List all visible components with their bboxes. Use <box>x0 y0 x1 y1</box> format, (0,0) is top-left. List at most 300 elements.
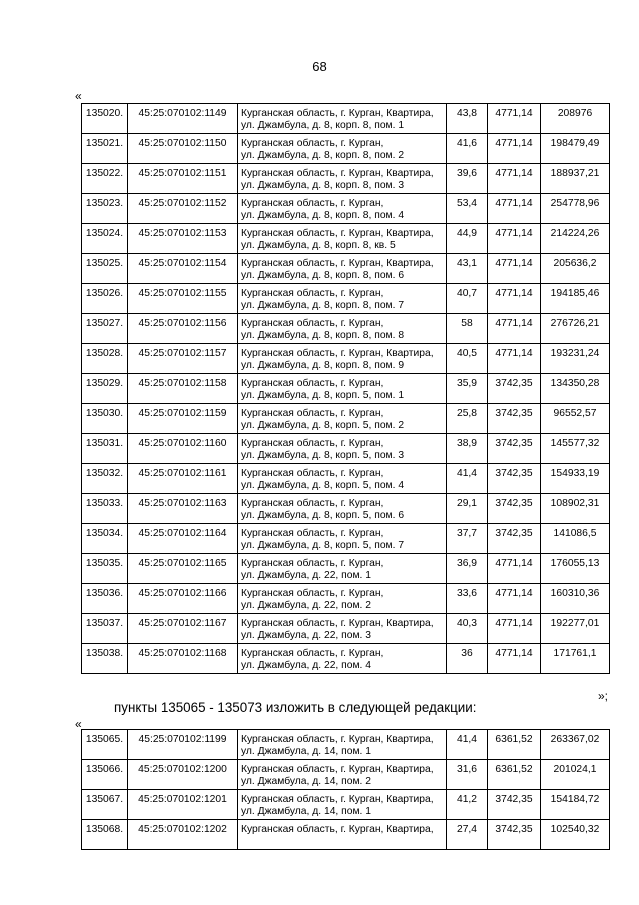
address-line-2: ул. Джамбула, д. 8, корп. 8, кв. 5 <box>241 239 396 251</box>
address-text <box>238 464 446 491</box>
area-text: 41,2 <box>456 794 478 805</box>
cadastral-number-cell <box>128 524 238 554</box>
table-row <box>82 790 610 820</box>
address-cell <box>238 374 447 404</box>
rate-text: 4771,14 <box>495 288 533 299</box>
address-cell <box>238 224 447 254</box>
cadastral-value-text: 96552,57 <box>553 408 597 419</box>
address-line-2: ул. Джамбула, д. 14, пом. 1 <box>241 805 371 817</box>
area-text: 40,7 <box>456 288 478 299</box>
cadastral-number-text: 45:25:070102:1159 <box>138 408 227 419</box>
address-text <box>238 614 446 641</box>
area-text: 29,1 <box>456 498 478 509</box>
address-cell <box>238 164 447 194</box>
address-line-2: ул. Джамбула, д. 8, корп. 5, пом. 6 <box>241 509 405 521</box>
cadastral-value-text: 205636,2 <box>553 258 597 269</box>
table-row <box>82 254 610 284</box>
table-row <box>82 820 610 850</box>
register-table-2 <box>81 729 610 850</box>
item-number-cell <box>82 404 128 434</box>
cadastral-number-cell <box>128 554 238 584</box>
opening-quote-mark: « <box>75 89 82 103</box>
rate-cell <box>488 554 541 584</box>
cadastral-number-text: 45:25:070102:1201 <box>138 794 227 805</box>
cadastral-number-text: 45:25:070102:1149 <box>138 108 227 119</box>
area-text: 43,8 <box>456 108 478 119</box>
item-number-cell <box>82 554 128 584</box>
address-text <box>238 790 446 817</box>
cadastral-value-text: 154184,72 <box>550 794 600 805</box>
area-text: 41,4 <box>456 734 478 745</box>
rate-cell <box>488 790 541 820</box>
cadastral-value-text: 198479,49 <box>550 138 600 149</box>
table-row <box>82 644 610 674</box>
area-cell <box>447 194 488 224</box>
area-cell <box>447 494 488 524</box>
page-number: 68 <box>312 59 327 74</box>
cadastral-number-cell <box>128 404 238 434</box>
rate-text: 4771,14 <box>495 168 533 179</box>
address-line-2: ул. Джамбула, д. 8, корп. 5, пом. 1 <box>241 389 405 401</box>
rate-cell <box>488 730 541 760</box>
address-line-2: ул. Джамбула, д. 8, корп. 8, пом. 7 <box>241 299 405 311</box>
address-cell <box>238 790 447 820</box>
cadastral-number-cell <box>128 790 238 820</box>
address-line-2: ул. Джамбула, д. 8, корп. 8, пом. 4 <box>241 209 405 221</box>
address-line-2: ул. Джамбула, д. 22, пом. 1 <box>241 569 371 581</box>
address-cell <box>238 254 447 284</box>
address-text <box>238 524 446 551</box>
item-number-cell <box>82 584 128 614</box>
item-number-cell <box>82 434 128 464</box>
cadastral-value-text: 276726,21 <box>550 318 600 329</box>
address-cell <box>238 524 447 554</box>
area-cell <box>447 224 488 254</box>
cadastral-number-text: 45:25:070102:1157 <box>138 348 227 359</box>
rate-cell <box>488 284 541 314</box>
item-number-cell <box>82 254 128 284</box>
cadastral-number-cell <box>128 820 238 850</box>
area-cell <box>447 284 488 314</box>
item-number-cell <box>82 104 128 134</box>
address-text <box>238 730 446 757</box>
cadastral-value-text: 154933,19 <box>550 468 600 479</box>
item-number-text: 135030. <box>85 408 124 419</box>
item-number-cell <box>82 464 128 494</box>
address-line-2: ул. Джамбула, д. 22, пом. 2 <box>241 599 371 611</box>
item-number-text: 135067. <box>85 794 124 805</box>
rate-cell <box>488 194 541 224</box>
rate-cell <box>488 820 541 850</box>
address-line-2: ул. Джамбула, д. 8, корп. 8, пом. 6 <box>241 269 405 281</box>
register-table-2-body <box>82 730 610 850</box>
address-line-2: ул. Джамбула, д. 8, корп. 8, пом. 3 <box>241 179 405 191</box>
rate-cell <box>488 464 541 494</box>
rate-text: 3742,35 <box>495 408 533 419</box>
register-table-1 <box>81 103 610 674</box>
cadastral-value-cell <box>541 524 610 554</box>
table-row <box>82 404 610 434</box>
cadastral-number-text: 45:25:070102:1168 <box>138 648 227 659</box>
address-cell <box>238 464 447 494</box>
item-number-text: 135029. <box>85 378 124 389</box>
rate-text: 6361,52 <box>495 764 533 775</box>
area-cell <box>447 434 488 464</box>
cadastral-value-cell <box>541 554 610 584</box>
area-text: 37,7 <box>456 528 478 539</box>
item-number-cell <box>82 494 128 524</box>
address-line-1: Курганская область, г. Курган, Квартира, <box>241 764 434 775</box>
cadastral-number-cell <box>128 584 238 614</box>
cadastral-value-cell <box>541 164 610 194</box>
address-line-1: Курганская область, г. Курган, Квартира, <box>241 734 434 745</box>
rate-cell <box>488 644 541 674</box>
rate-text: 3742,35 <box>495 528 533 539</box>
item-number-text: 135034. <box>85 528 124 539</box>
cadastral-value-cell <box>541 790 610 820</box>
item-number-cell <box>82 644 128 674</box>
address-cell <box>238 760 447 790</box>
rate-text: 4771,14 <box>495 108 533 119</box>
address-line-2: ул. Джамбула, д. 8, корп. 5, пом. 4 <box>241 479 405 491</box>
cadastral-number-text: 45:25:070102:1167 <box>138 618 227 629</box>
cadastral-number-text: 45:25:070102:1158 <box>138 378 227 389</box>
item-number-text: 135027. <box>85 318 124 329</box>
area-cell <box>447 254 488 284</box>
address-cell <box>238 194 447 224</box>
cadastral-value-cell <box>541 284 610 314</box>
cadastral-value-cell <box>541 104 610 134</box>
closing-quote-mark: »; <box>598 689 609 703</box>
rate-text: 4771,14 <box>495 318 533 329</box>
cadastral-number-cell <box>128 374 238 404</box>
cadastral-number-cell <box>128 314 238 344</box>
table-row <box>82 224 610 254</box>
area-text: 36,9 <box>456 558 478 569</box>
cadastral-value-text: 141086,5 <box>553 528 597 539</box>
address-line-1: Курганская область, г. Курган, <box>241 138 384 149</box>
address-text <box>238 374 446 401</box>
area-text: 43,1 <box>456 258 478 269</box>
area-text: 41,4 <box>456 468 478 479</box>
rate-text: 4771,14 <box>495 588 533 599</box>
address-line-1: Курганская область, г. Курган, <box>241 528 384 539</box>
rate-text: 3742,35 <box>495 498 533 509</box>
table-row <box>82 614 610 644</box>
cadastral-value-cell <box>541 730 610 760</box>
item-number-cell <box>82 790 128 820</box>
address-cell <box>238 494 447 524</box>
address-line-1: Курганская область, г. Курган, <box>241 648 384 659</box>
cadastral-value-cell <box>541 464 610 494</box>
item-number-cell <box>82 344 128 374</box>
address-line-2: ул. Джамбула, д. 22, пом. 3 <box>241 629 371 641</box>
address-text <box>238 820 446 836</box>
table-row <box>82 730 610 760</box>
item-number-cell <box>82 524 128 554</box>
area-cell <box>447 464 488 494</box>
item-number-text: 135037. <box>85 618 124 629</box>
cadastral-number-cell <box>128 730 238 760</box>
table-row <box>82 164 610 194</box>
cadastral-number-cell <box>128 254 238 284</box>
cadastral-number-text: 45:25:070102:1155 <box>138 288 227 299</box>
rate-cell <box>488 134 541 164</box>
rate-text: 4771,14 <box>495 558 533 569</box>
address-text <box>238 760 446 787</box>
rate-text: 3742,35 <box>495 378 533 389</box>
address-cell <box>238 134 447 164</box>
address-line-1: Курганская область, г. Курган, Квартира, <box>241 348 434 359</box>
item-number-cell <box>82 284 128 314</box>
cadastral-value-text: 171761,1 <box>553 648 597 659</box>
address-cell <box>238 104 447 134</box>
rate-text: 4771,14 <box>495 258 533 269</box>
rate-cell <box>488 524 541 554</box>
area-text: 41,6 <box>456 138 478 149</box>
address-text <box>238 404 446 431</box>
item-number-text: 135024. <box>85 228 124 239</box>
address-text <box>238 494 446 521</box>
cadastral-value-cell <box>541 314 610 344</box>
table-row <box>82 584 610 614</box>
item-number-cell <box>82 614 128 644</box>
cadastral-number-text: 45:25:070102:1202 <box>138 824 227 835</box>
address-cell <box>238 284 447 314</box>
address-line-1: Курганская область, г. Курган, <box>241 468 384 479</box>
cadastral-number-text: 45:25:070102:1152 <box>138 198 227 209</box>
cadastral-value-cell <box>541 374 610 404</box>
area-text: 35,9 <box>456 378 478 389</box>
address-cell <box>238 614 447 644</box>
cadastral-number-text: 45:25:070102:1161 <box>138 468 227 479</box>
cadastral-number-text: 45:25:070102:1163 <box>138 498 227 509</box>
area-cell <box>447 820 488 850</box>
item-number-cell <box>82 730 128 760</box>
address-line-1: Курганская область, г. Курган, Квартира, <box>241 108 434 119</box>
cadastral-value-cell <box>541 134 610 164</box>
rate-cell <box>488 584 541 614</box>
cadastral-value-text: 102540,32 <box>550 824 600 835</box>
area-text: 31,6 <box>456 764 478 775</box>
cadastral-number-text: 45:25:070102:1166 <box>138 588 227 599</box>
register-table-1-body <box>82 104 610 674</box>
address-line-1: Курганская область, г. Курган, <box>241 558 384 569</box>
item-number-text: 135022. <box>85 168 124 179</box>
item-number-text: 135025. <box>85 258 124 269</box>
cadastral-number-cell <box>128 194 238 224</box>
area-cell <box>447 374 488 404</box>
cadastral-number-text: 45:25:070102:1199 <box>138 734 227 745</box>
address-line-1: Курганская область, г. Курган, Квартира, <box>241 168 434 179</box>
table-row <box>82 760 610 790</box>
item-number-text: 135026. <box>85 288 124 299</box>
rate-cell <box>488 404 541 434</box>
address-text <box>238 194 446 221</box>
cadastral-number-text: 45:25:070102:1151 <box>138 168 227 179</box>
cadastral-number-text: 45:25:070102:1200 <box>138 764 227 775</box>
address-line-1: Курганская область, г. Курган, <box>241 438 384 449</box>
table-row <box>82 284 610 314</box>
address-text <box>238 554 446 581</box>
address-cell <box>238 730 447 760</box>
item-number-text: 135066. <box>85 764 124 775</box>
table-row <box>82 194 610 224</box>
address-line-2: ул. Джамбула, д. 8, корп. 8, пом. 2 <box>241 149 405 161</box>
item-number-text: 135065. <box>85 734 124 745</box>
cadastral-value-cell <box>541 224 610 254</box>
area-cell <box>447 730 488 760</box>
cadastral-value-cell <box>541 584 610 614</box>
cadastral-number-cell <box>128 344 238 374</box>
cadastral-value-cell <box>541 434 610 464</box>
rate-cell <box>488 344 541 374</box>
cadastral-value-text: 208976 <box>557 108 593 119</box>
item-number-text: 135035. <box>85 558 124 569</box>
rate-cell <box>488 104 541 134</box>
address-text <box>238 434 446 461</box>
cadastral-value-text: 263367,02 <box>550 734 600 745</box>
address-line-2: ул. Джамбула, д. 8, корп. 8, пом. 9 <box>241 359 405 371</box>
cadastral-number-cell <box>128 614 238 644</box>
address-line-1: Курганская область, г. Курган, <box>241 288 384 299</box>
area-cell <box>447 584 488 614</box>
cadastral-number-cell <box>128 164 238 194</box>
item-number-text: 135032. <box>85 468 124 479</box>
address-line-2: ул. Джамбула, д. 22, пом. 4 <box>241 659 371 671</box>
address-text <box>238 314 446 341</box>
cadastral-value-cell <box>541 644 610 674</box>
cadastral-number-cell <box>128 284 238 314</box>
area-cell <box>447 404 488 434</box>
rate-cell <box>488 164 541 194</box>
opening-quote-mark-2: « <box>75 717 82 731</box>
area-text: 25,8 <box>456 408 478 419</box>
area-cell <box>447 790 488 820</box>
address-line-2: ул. Джамбула, д. 14, пом. 2 <box>241 775 371 787</box>
rate-cell <box>488 374 541 404</box>
cadastral-number-text: 45:25:070102:1164 <box>138 528 227 539</box>
area-cell <box>447 524 488 554</box>
rate-text: 4771,14 <box>495 648 533 659</box>
address-text <box>238 104 446 131</box>
area-text: 40,5 <box>456 348 478 359</box>
rate-text: 4771,14 <box>495 228 533 239</box>
address-cell <box>238 314 447 344</box>
address-line-2: ул. Джамбула, д. 8, корп. 8, пом. 1 <box>241 119 405 131</box>
item-number-text: 135038. <box>85 648 124 659</box>
table-row <box>82 494 610 524</box>
cadastral-value-cell <box>541 344 610 374</box>
table-row <box>82 344 610 374</box>
address-line-1: Курганская область, г. Курган, Квартира, <box>241 824 434 835</box>
item-number-cell <box>82 194 128 224</box>
cadastral-value-cell <box>541 820 610 850</box>
area-cell <box>447 134 488 164</box>
item-number-cell <box>82 314 128 344</box>
area-cell <box>447 164 488 194</box>
item-number-cell <box>82 374 128 404</box>
cadastral-number-cell <box>128 104 238 134</box>
cadastral-number-cell <box>128 224 238 254</box>
table-row <box>82 524 610 554</box>
address-line-1: Курганская область, г. Курган, Квартира, <box>241 794 434 805</box>
item-number-cell <box>82 164 128 194</box>
address-text <box>238 644 446 671</box>
area-cell <box>447 554 488 584</box>
address-line-2: ул. Джамбула, д. 8, корп. 8, пом. 8 <box>241 329 405 341</box>
address-text <box>238 224 446 251</box>
rate-text: 3742,35 <box>495 794 533 805</box>
area-text: 27,4 <box>456 824 478 835</box>
address-cell <box>238 554 447 584</box>
cadastral-value-text: 108902,31 <box>550 498 600 509</box>
item-number-text: 135023. <box>85 198 124 209</box>
rate-cell <box>488 314 541 344</box>
address-line-2: ул. Джамбула, д. 14, пом. 1 <box>241 745 371 757</box>
address-line-1: Курганская область, г. Курган, <box>241 318 384 329</box>
area-cell <box>447 644 488 674</box>
cadastral-number-cell <box>128 434 238 464</box>
area-cell <box>447 344 488 374</box>
address-line-2: ул. Джамбула, д. 8, корп. 5, пом. 2 <box>241 419 405 431</box>
item-number-text: 135028. <box>85 348 124 359</box>
address-text <box>238 134 446 161</box>
cadastral-value-text: 176055,13 <box>550 558 600 569</box>
rate-text: 4771,14 <box>495 138 533 149</box>
cadastral-number-text: 45:25:070102:1160 <box>138 438 227 449</box>
address-cell <box>238 820 447 850</box>
address-line-2: ул. Джамбула, д. 8, корп. 5, пом. 7 <box>241 539 405 551</box>
cadastral-value-cell <box>541 614 610 644</box>
address-text <box>238 584 446 611</box>
cadastral-number-cell <box>128 644 238 674</box>
cadastral-value-text: 145577,32 <box>550 438 600 449</box>
address-cell <box>238 584 447 614</box>
table-row <box>82 314 610 344</box>
rate-cell <box>488 434 541 464</box>
address-line-1: Курганская область, г. Курган, <box>241 198 384 209</box>
item-number-text: 135036. <box>85 588 124 599</box>
address-line-1: Курганская область, г. Курган, Квартира, <box>241 258 434 269</box>
area-text: 44,9 <box>456 228 478 239</box>
area-cell <box>447 314 488 344</box>
cadastral-value-text: 214224,26 <box>550 228 600 239</box>
cadastral-number-text: 45:25:070102:1156 <box>138 318 227 329</box>
area-text: 33,6 <box>456 588 478 599</box>
cadastral-number-text: 45:25:070102:1165 <box>138 558 227 569</box>
cadastral-number-cell <box>128 464 238 494</box>
area-text: 53,4 <box>456 198 478 209</box>
rate-cell <box>488 494 541 524</box>
cadastral-value-text: 134350,28 <box>550 378 600 389</box>
table-row <box>82 434 610 464</box>
area-text: 39,6 <box>456 168 478 179</box>
address-line-1: Курганская область, г. Курган, Квартира, <box>241 618 434 629</box>
rate-text: 6361,52 <box>495 734 533 745</box>
cadastral-number-cell <box>128 134 238 164</box>
item-number-cell <box>82 760 128 790</box>
area-cell <box>447 760 488 790</box>
cadastral-value-text: 188937,21 <box>550 168 600 179</box>
rate-text: 4771,14 <box>495 618 533 629</box>
rate-cell <box>488 614 541 644</box>
item-number-cell <box>82 820 128 850</box>
cadastral-value-text: 192277,01 <box>550 618 600 629</box>
cadastral-value-cell <box>541 404 610 434</box>
rate-cell <box>488 760 541 790</box>
amendment-paragraph: пункты 135065 - 135073 изложить в следующей редакции: <box>114 700 477 715</box>
